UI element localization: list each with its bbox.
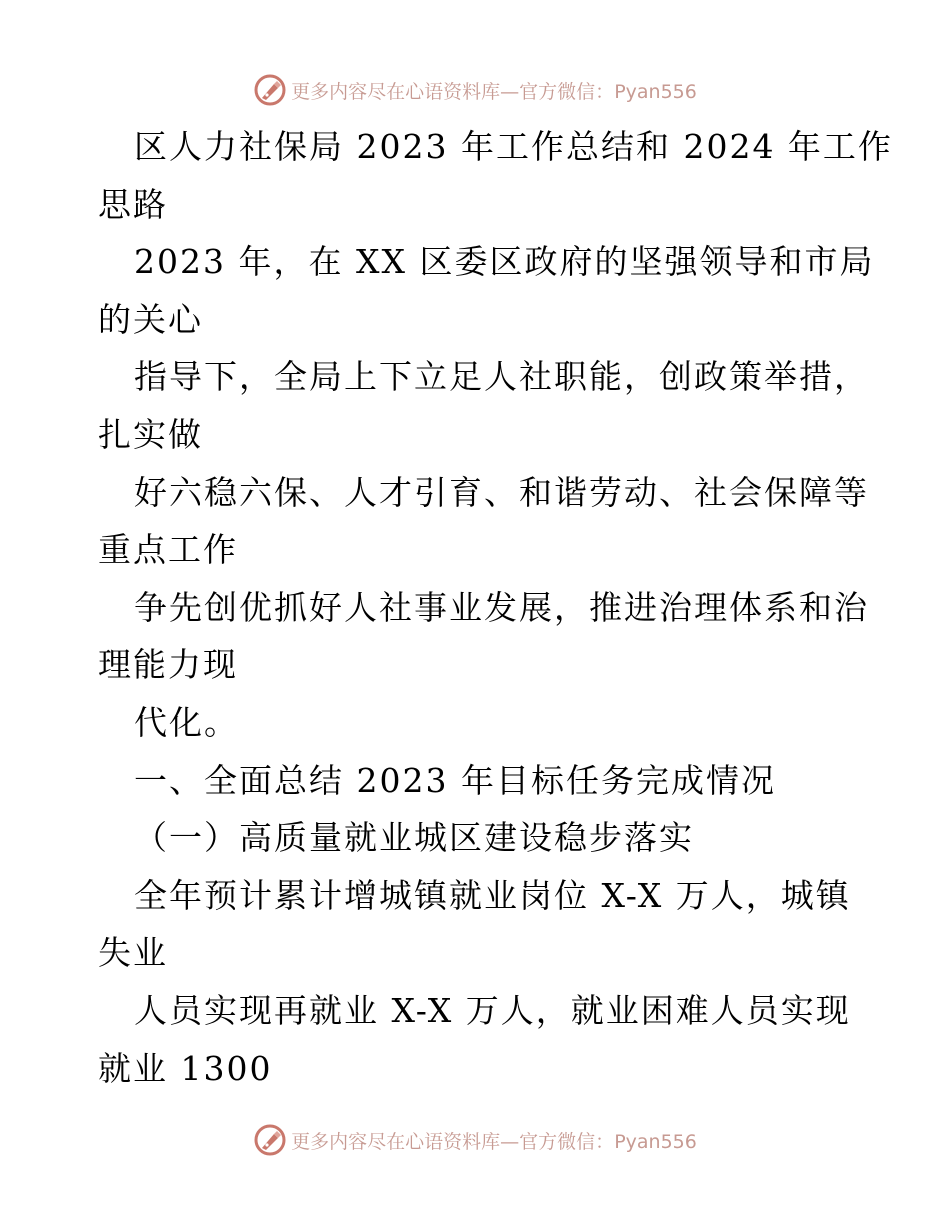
document-line: 全年预计累计增城镇就业岗位 X-X 万人，城镇: [134, 875, 851, 915]
document-line: 区人力社保局 2023 年工作总结和 2024 年工作: [134, 127, 893, 166]
document-line: 2023 年，在 XX 区委区政府的坚强领导和市局: [134, 242, 875, 282]
document-line: 扎实做: [98, 414, 203, 454]
document-line: 重点工作: [98, 530, 238, 570]
document-line: 就业 1300: [98, 1048, 273, 1088]
document-body: [98, 118, 893, 1097]
watermark-site-text: 更多内容尽在心语资料库: [291, 80, 501, 103]
pen-nib-logo-icon: [253, 73, 287, 107]
watermark-separator: —: [500, 80, 520, 103]
document-line: 理能力现: [98, 645, 238, 685]
document-line: （一）高质量就业城区建设稳步落实: [134, 818, 694, 858]
watermark-separator: —: [500, 1130, 520, 1153]
watermark-text: [291, 77, 697, 104]
footer-watermark: [0, 1120, 950, 1160]
pen-nib-logo-icon: [253, 1123, 287, 1157]
watermark-handle: Pyan556: [614, 80, 697, 103]
watermark-official-text: 官方微信：: [519, 80, 615, 103]
document-line: 人员实现再就业 X-X 万人，就业困难人员实现: [134, 990, 851, 1030]
watermark-text: [291, 1127, 697, 1154]
document-line: 一、全面总结 2023 年目标任务完成情况: [134, 760, 776, 800]
document-line: 思路: [98, 184, 168, 224]
document-line: 的关心: [98, 299, 203, 339]
document-line: 代化。: [134, 702, 239, 742]
watermark-site-text: 更多内容尽在心语资料库: [291, 1130, 501, 1153]
header-watermark: [0, 70, 950, 110]
document-line: 争先创优抓好人社事业发展，推进治理体系和治: [134, 587, 869, 627]
document-line: 好六稳六保、人才引育、和谐劳动、社会保障等: [134, 472, 869, 512]
document-line: 指导下，全局上下立足人社职能，创政策举措，: [134, 357, 869, 397]
watermark-handle: Pyan556: [614, 1130, 697, 1153]
document-line: 失业: [98, 933, 168, 973]
watermark-official-text: 官方微信：: [519, 1130, 615, 1153]
